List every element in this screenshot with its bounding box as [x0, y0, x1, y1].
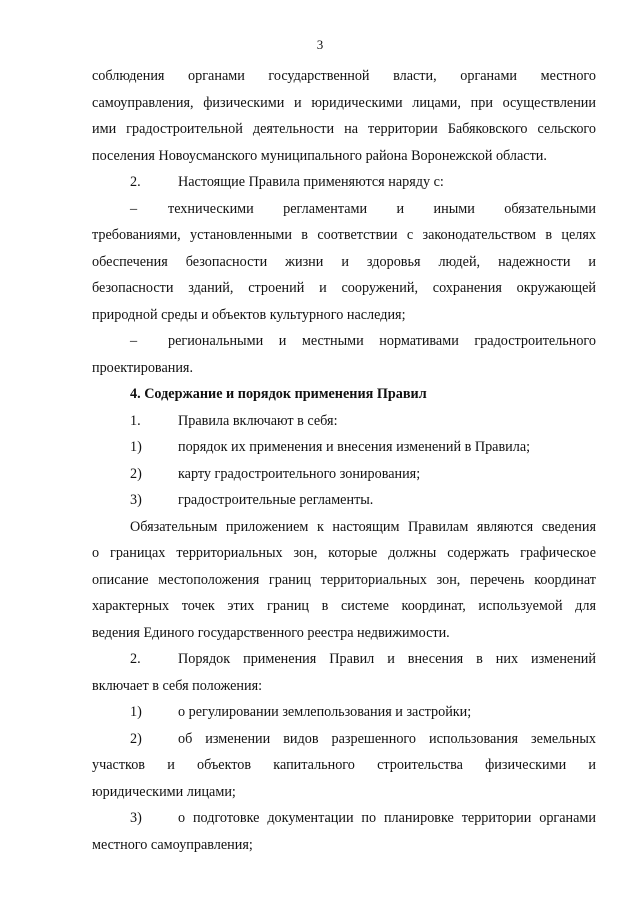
dash-marker: –	[130, 200, 138, 217]
text-line: о границах территориальных зон, которые должны содержать графическое	[92, 545, 596, 561]
text-line	[92, 726, 596, 753]
text-line: описание местоположения границ территориальных зон, перечень координат	[92, 571, 596, 588]
item-text: о подготовке документации по планировке территории органами	[178, 810, 596, 826]
list-item	[92, 726, 596, 806]
item-text: Порядок применения Правил и внесения в них изменений	[178, 651, 596, 667]
item-text: Правила включают в себя:	[178, 412, 338, 429]
list-item	[92, 699, 596, 726]
section-item-2	[92, 646, 596, 699]
text-line	[92, 328, 596, 355]
text-line: обеспечения безопасности жизни и здоровья людей, надежности и	[92, 253, 596, 270]
text-line: включает в себя положения:	[92, 677, 263, 694]
item-text: Настоящие Правила применяются наряду с:	[178, 174, 444, 190]
dash-marker: –	[130, 333, 138, 349]
text-line: проектирования.	[92, 359, 194, 376]
list-item	[92, 434, 596, 461]
item-number: 1)	[130, 704, 142, 720]
text-line	[92, 805, 596, 832]
item-number: 2.	[130, 651, 141, 667]
list-item	[92, 487, 596, 514]
item-number: 3)	[130, 810, 142, 826]
item-text: об изменении видов разрешенного использования земельных	[178, 730, 596, 747]
item-text: о регулировании землепользования и застройки;	[178, 704, 472, 720]
item-text: порядок их применения и внесения изменений в Правила;	[178, 439, 531, 455]
text-line: безопасности зданий, строений и сооружений, сохранения окружающей	[92, 280, 596, 296]
text-line: природной среды и объектов культурного наследия;	[92, 306, 406, 323]
text-line: Обязательным приложением к настоящим Правилам являются сведения	[130, 518, 596, 535]
item-number: 2.	[130, 174, 141, 190]
text-line: поселения Новоусманского муниципального района Воронежской области.	[92, 147, 547, 164]
item-number: 2)	[130, 465, 142, 482]
item-text: региональными и местными нормативами градостроительного	[168, 333, 596, 349]
appendix-paragraph	[92, 514, 596, 647]
paragraph-2	[92, 169, 596, 196]
item-number: 1)	[130, 439, 142, 455]
item-text: карту градостроительного зонирования;	[178, 465, 421, 482]
text-line	[92, 196, 596, 223]
list-item	[92, 805, 596, 858]
text-line: ведения Единого государственного реестра недвижимости.	[92, 624, 450, 641]
paragraph-continuation	[92, 63, 596, 169]
text-line: участков и объектов капитального строительства физическими и	[92, 757, 596, 773]
text-line: самоуправления, физическими и юридическими лицами, при осуществлении	[92, 94, 596, 111]
text-line: юридическими лицами;	[92, 783, 236, 800]
page-number: 3	[316, 37, 324, 52]
document-body	[92, 63, 596, 858]
text-line: характерных точек этих границ в системе координат, используемой для	[92, 598, 596, 614]
dash-item-2	[92, 328, 596, 381]
item-text: техническими регламентами и иными обязательными	[168, 200, 596, 217]
section-item-1	[92, 408, 596, 435]
text-line	[92, 646, 596, 673]
text-line: местного самоуправления;	[92, 836, 253, 853]
text-line: ими градостроительной деятельности на территории Бабяковского сельского	[92, 121, 596, 137]
dash-item-1	[92, 196, 596, 329]
list-item	[92, 461, 596, 488]
item-number: 1.	[130, 412, 141, 429]
item-number: 2)	[130, 730, 142, 747]
item-number: 3)	[130, 492, 142, 508]
text-line: соблюдения органами государственной власти, органами местного	[92, 68, 596, 84]
section-heading: 4. Содержание и порядок применения Правил	[130, 386, 427, 402]
text-line: требованиями, установленными в соответствии с законодательством в целях	[92, 227, 596, 243]
item-text: градостроительные регламенты.	[178, 492, 374, 508]
